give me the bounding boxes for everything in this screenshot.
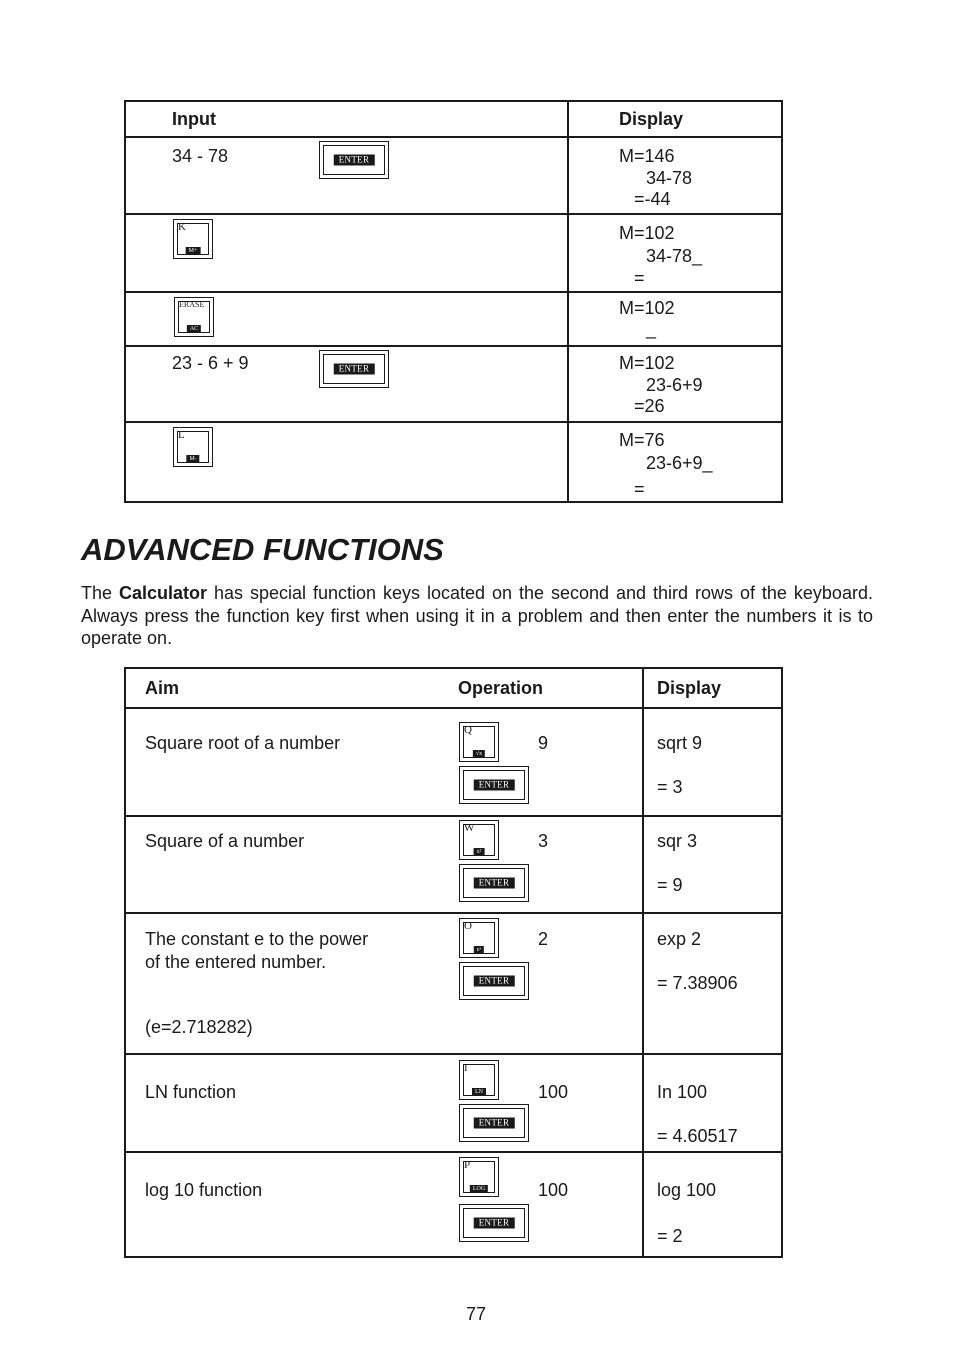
- table2-row-divider: [124, 1151, 783, 1153]
- table1-row1-display-line2: 34-78: [646, 168, 693, 188]
- calculator-term: Calculator: [119, 583, 208, 603]
- ln-key: I LN: [459, 1060, 499, 1100]
- enter-key: ENTER: [319, 350, 389, 388]
- table2-border-top: [124, 667, 783, 669]
- table2-row-divider: [124, 1053, 783, 1055]
- k-mplus-key: K M+: [173, 219, 213, 259]
- page-number: 77: [466, 1304, 487, 1324]
- table1-row2-display-line1: M=102: [619, 223, 675, 243]
- display-line2: = 2: [657, 1226, 683, 1246]
- operation-value: 2: [538, 929, 549, 949]
- exp-key: O eˣ: [459, 918, 499, 958]
- table2-border-bottom: [124, 1256, 783, 1258]
- section-heading: ADVANCED FUNCTIONS: [81, 532, 444, 567]
- aim-log10: log 10 function: [145, 1180, 263, 1200]
- table2-border-left: [124, 667, 126, 1258]
- enter-key: ENTER: [459, 864, 529, 902]
- display-line1: sqr 3: [657, 831, 698, 851]
- table1-row5-display-line1: M=76: [619, 430, 665, 450]
- aim-exp-note: (e=2.718282): [145, 1017, 253, 1037]
- table2-column-divider: [642, 667, 644, 1258]
- table1-row4-input: 23 - 6 + 9: [172, 353, 249, 373]
- display-line1: sqrt 9: [657, 733, 703, 753]
- aim-ln: LN function: [145, 1082, 237, 1102]
- table1-row3-display-line2: _: [646, 319, 657, 339]
- table1-header-input: Input: [172, 109, 216, 129]
- table1-row4-display-line2: 23-6+9: [646, 375, 703, 395]
- operation-value: 3: [538, 831, 549, 851]
- erase-ac-key: ERASE AC: [174, 297, 214, 337]
- aim-square: Square of a number: [145, 831, 305, 851]
- square-key: W x²: [459, 820, 499, 860]
- l-mminus-key: L M-: [173, 427, 213, 467]
- enter-key: ENTER: [319, 141, 389, 179]
- table2-header-aim: Aim: [145, 678, 180, 698]
- table2-border-right: [781, 667, 783, 1258]
- display-line1: log 100: [657, 1180, 717, 1200]
- aim-square-root: Square root of a number: [145, 733, 341, 753]
- table1-row-divider: [124, 291, 783, 293]
- table1-row1-input: 34 - 78: [172, 146, 229, 166]
- display-line2: = 4.60517: [657, 1126, 738, 1146]
- table2-row-divider: [124, 912, 783, 914]
- table1-row-divider: [124, 136, 783, 138]
- table1-border-left: [124, 100, 126, 503]
- table1-header-display: Display: [619, 109, 684, 129]
- table1-column-divider: [567, 100, 569, 503]
- table2-header-display: Display: [657, 678, 722, 698]
- table1-row-divider: [124, 345, 783, 347]
- table1-row4-display-line1: M=102: [619, 353, 675, 373]
- table1-border-right: [781, 100, 783, 503]
- table1-row4-display-line3: =26: [634, 396, 665, 416]
- table1-border-bottom: [124, 501, 783, 503]
- table1-row-divider: [124, 213, 783, 215]
- table1-row2-display-line2: 34-78_: [646, 246, 703, 266]
- table2-header-operation: Operation: [458, 678, 544, 698]
- table1-row5-display-line3: =: [634, 479, 645, 499]
- table2-row-divider: [124, 815, 783, 817]
- enter-key: ENTER: [459, 1204, 529, 1242]
- table1-row3-display-line1: M=102: [619, 298, 675, 318]
- aim-exp-line2: of the entered number.: [145, 952, 327, 972]
- enter-key: ENTER: [459, 766, 529, 804]
- table1-row-divider: [124, 421, 783, 423]
- operation-value: 100: [538, 1180, 569, 1200]
- table1-row1-display-line3: =-44: [634, 189, 671, 209]
- enter-key: ENTER: [459, 962, 529, 1000]
- display-line2: = 3: [657, 777, 683, 797]
- table1-row1-display-line1: M=146: [619, 146, 675, 166]
- display-line1: In 100: [657, 1082, 708, 1102]
- table1-row2-display-line3: =: [634, 268, 645, 288]
- display-line2: = 9: [657, 875, 683, 895]
- table2-row-divider: [124, 707, 783, 709]
- table1-row5-display-line2: 23-6+9_: [646, 453, 713, 473]
- intro-paragraph: The Calculator has special function keys located on the second and third rows of the keyboard. Always press the function key first when using it in a problem and then enter the numbers it is to operate on.: [81, 583, 873, 648]
- operation-value: 9: [538, 733, 549, 753]
- log-key: P LOG: [459, 1157, 499, 1197]
- table1-border-top: [124, 100, 783, 102]
- display-line1: exp 2: [657, 929, 702, 949]
- display-line2: = 7.38906: [657, 973, 738, 993]
- operation-value: 100: [538, 1082, 569, 1102]
- enter-key: ENTER: [459, 1104, 529, 1142]
- sqrt-key: Q √x: [459, 722, 499, 762]
- aim-exp-line1: The constant e to the power: [145, 929, 369, 949]
